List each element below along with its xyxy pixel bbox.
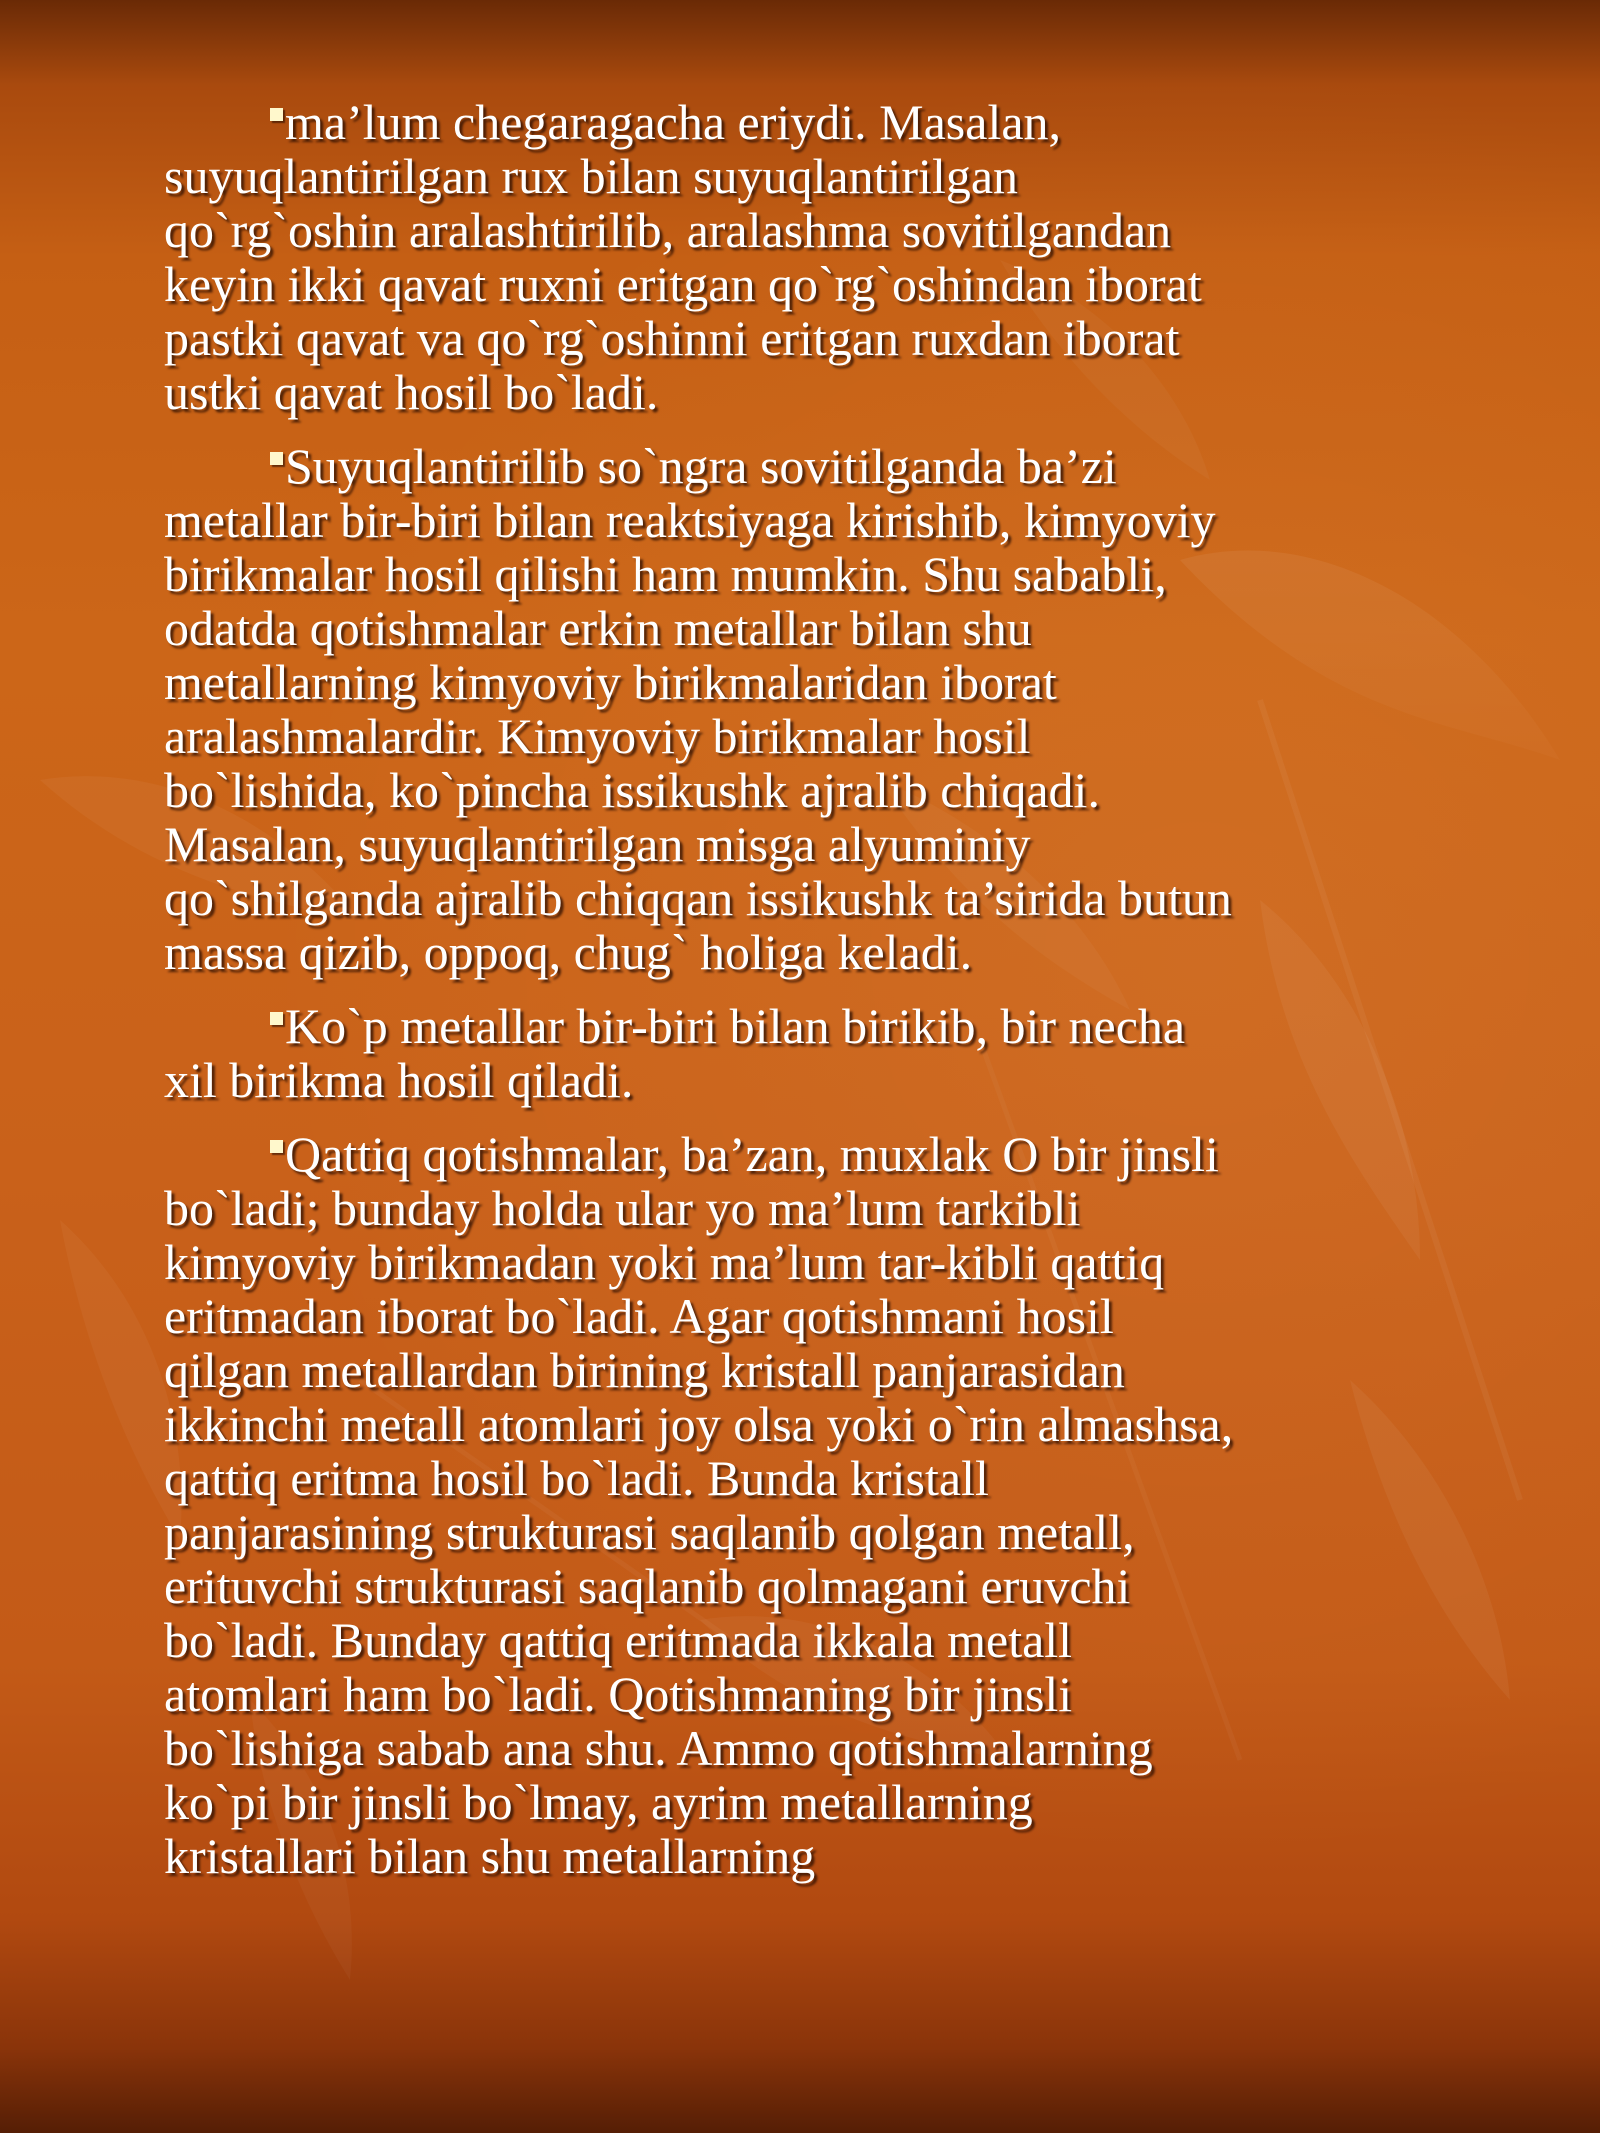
paragraph-3-text: Ko`p metallar bir-biri bilan birikib, bir necha xil birikma hosil qiladi. bbox=[164, 998, 1186, 1108]
paragraph-1 bbox=[164, 95, 1504, 419]
paragraph-4 bbox=[164, 1127, 1504, 1883]
square-bullet-icon bbox=[270, 452, 283, 465]
paragraph-3 bbox=[164, 999, 1504, 1107]
square-bullet-icon bbox=[270, 1012, 283, 1025]
paragraph-2-text: Suyuqlantirilib so`ngra sovitilganda ba’zi metallar bir-biri bilan reaktsiyaga kirishib, kimyoviy birikmalar hosil qilishi ham mumkin. Shu sababli, odatda qotishmalar erkin metallar bilan shu metallarning kimyoviy birikmalaridan iborat aralashmalardir. Kimyoviy birikmalar hosil bo`lishida, ko`pincha issikushk ajralib chiqadi. Masalan, suyuqlantirilgan misga alyuminiy qo`shilganda ajralib chiqqan issikushk ta’sirida butun massa qizib, oppoq, chug` holiga keladi. bbox=[164, 438, 1232, 980]
square-bullet-icon bbox=[270, 1140, 283, 1153]
square-bullet-icon bbox=[270, 108, 283, 121]
paragraph-4-text: Qattiq qotishmalar, ba’zan, muxlak O bir jinsli bo`ladi; bunday holda ular yo ma’lum tarkibli kimyoviy birikmadan yoki ma’lum tar-kibli qattiq eritmadan iborat bo`ladi. Agar qotishmani hosil qilgan metallardan birining kristall panjarasidan ikkinchi metall atomlari joy olsa yoki o`rin almashsa, qattiq eritma hosil bo`ladi. Bunda kristall panjarasining strukturasi saqlanib qolgan metall, erituvchi strukturasi saqlanib qolmagani eruvchi bo`ladi. Bunday qattiq eritmada ikkala metall atomlari ham bo`ladi. Qotishmaning bir jinsli bo`lishiga sabab ana shu. Ammo qotishmalarning ko`pi bir jinsli bo`lmay, ayrim metallarning kristallari bilan shu metallarning bbox=[164, 1126, 1234, 1884]
slide-body bbox=[164, 95, 1504, 1903]
paragraph-2 bbox=[164, 439, 1504, 979]
paragraph-1-text: ma’lum chegaragacha eriydi. Masalan, suyuqlantirilgan rux bilan suyuqlantirilgan qo`rg`oshin aralashtirilib, aralashma sovitilgandan keyin ikki qavat ruxni eritgan qo`rg`oshindan iborat pastki qavat va qo`rg`oshinni eritgan ruxdan iborat ustki qavat hosil bo`ladi. bbox=[164, 94, 1202, 420]
